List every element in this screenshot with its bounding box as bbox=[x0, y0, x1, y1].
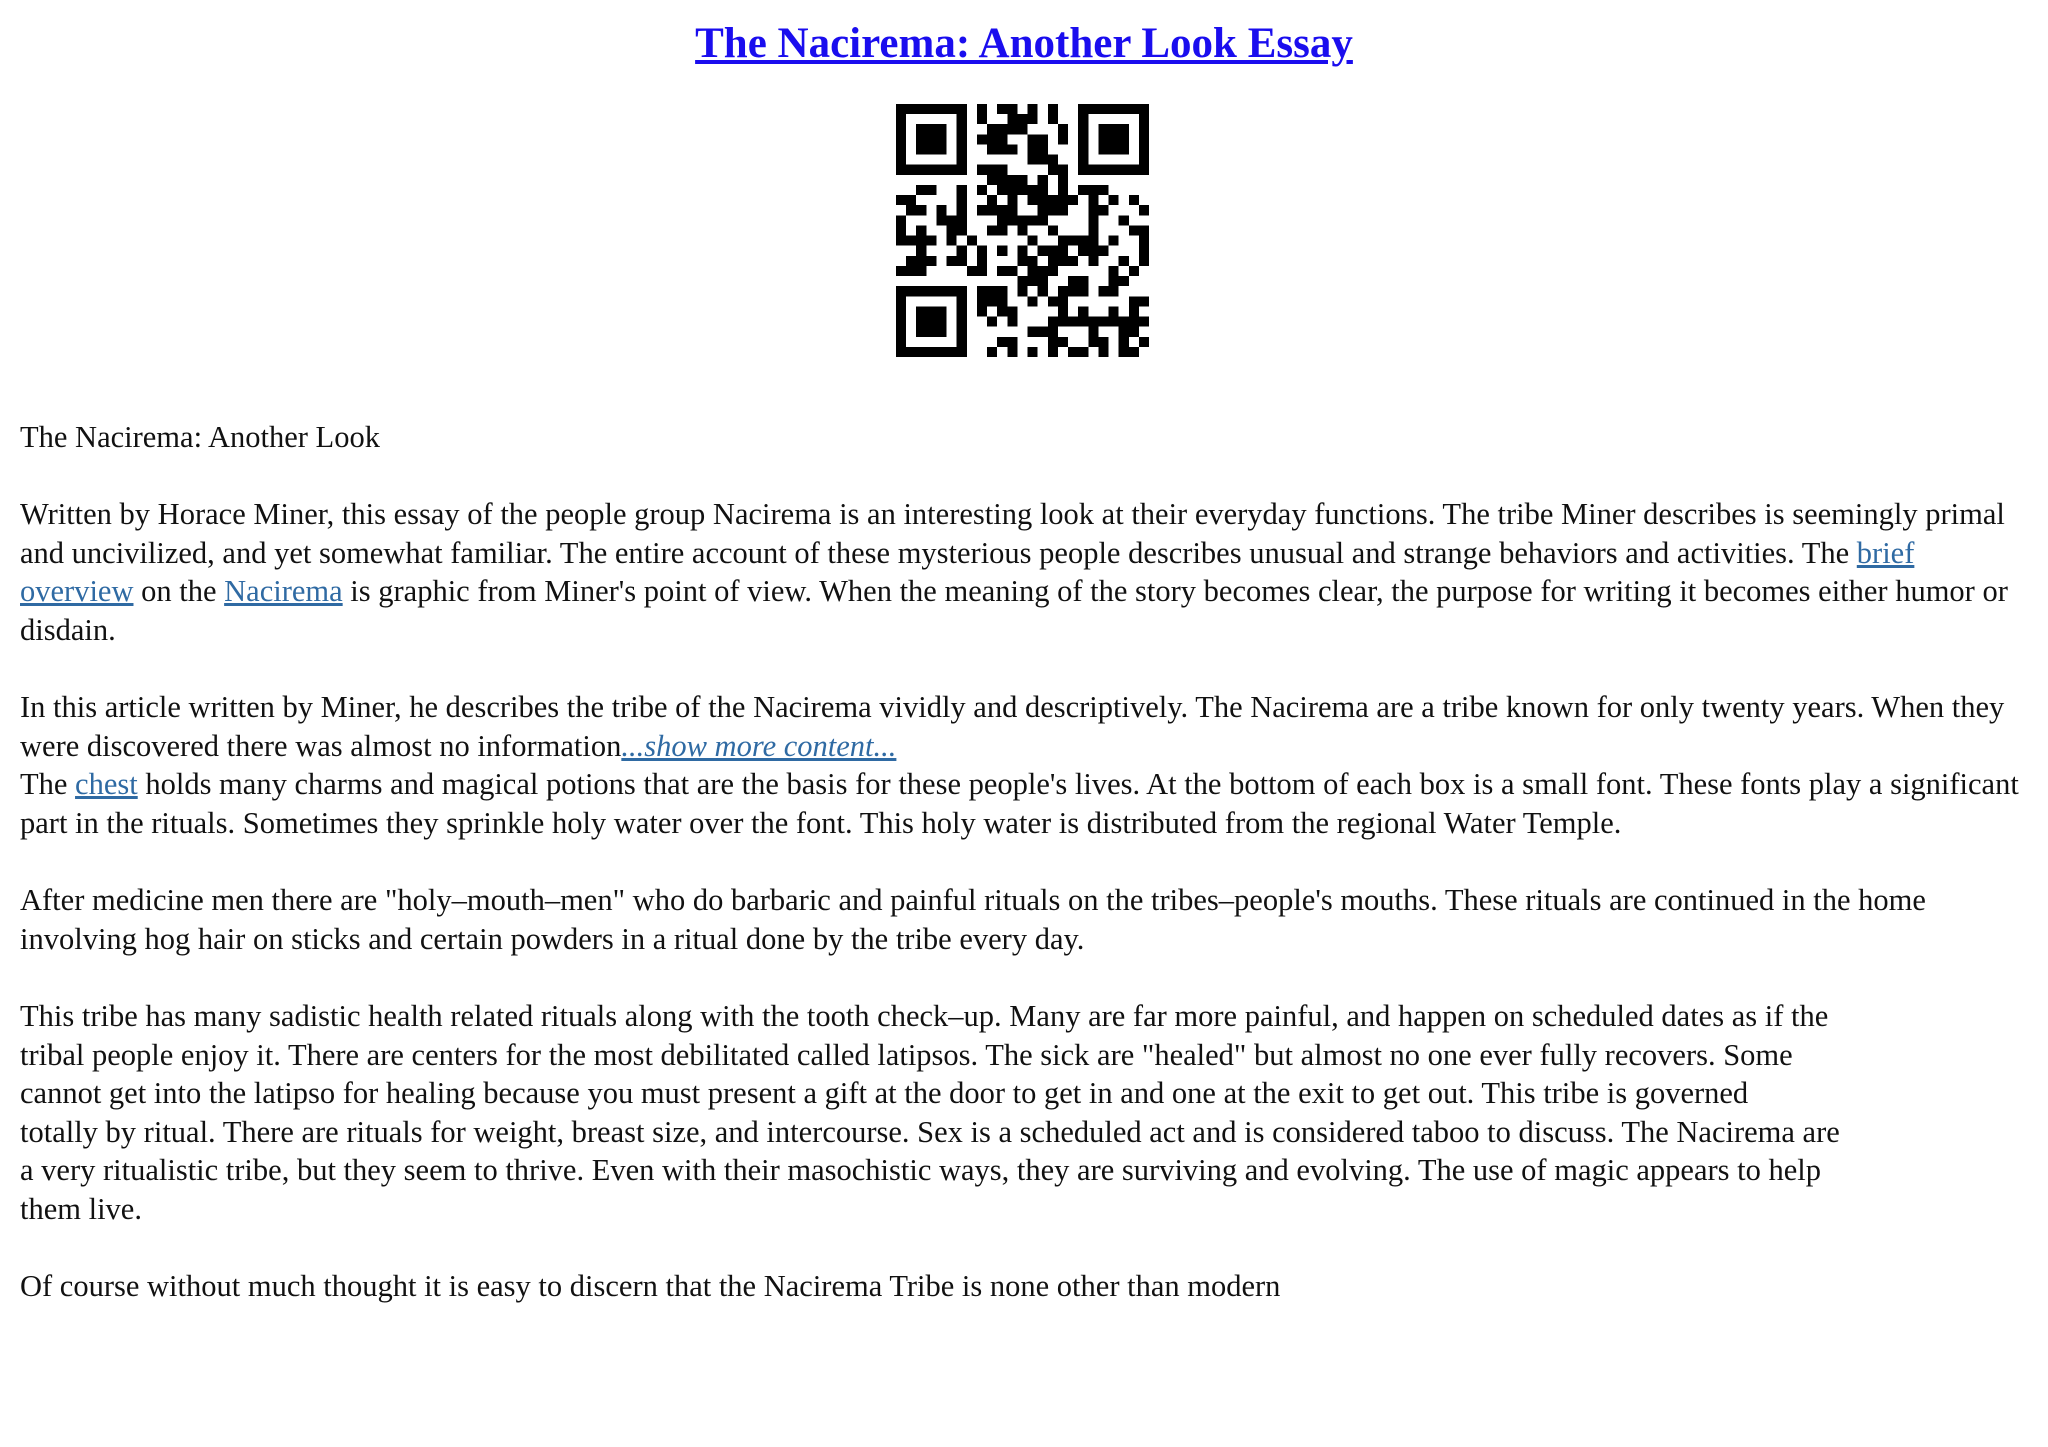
nacirema-link[interactable]: Nacirema bbox=[224, 574, 343, 609]
text-line: cannot get into the latipso for healing because you must present a gift at the door to get in and one at the exit to get out. This tribe is governed bbox=[20, 1076, 1749, 1111]
qr-code bbox=[896, 104, 1149, 357]
essay-body bbox=[20, 418, 2030, 1344]
text-line: tribal people enjoy it. There are centers for the most debilitated called latipsos. The sick are "healed" but almost no one ever fully recovers. Some bbox=[20, 1037, 1793, 1072]
paragraph-article: In this article written by Miner, he describes the tribe of the Nacirema vividly and descriptively. The Nacirema are a tribe known for only twenty years. When they were discovered there was almost no information...show more content... bbox=[20, 690, 2005, 763]
essay-subtitle: The Nacirema: Another Look bbox=[20, 420, 380, 454]
text-line: them live. bbox=[20, 1191, 142, 1226]
paragraph-conclusion: Of course without much thought it is easy to discern that the Nacirema Tribe is none other than modern bbox=[20, 1269, 1281, 1304]
page-title bbox=[0, 16, 2048, 72]
text-line: totally by ritual. There are rituals for weight, breast size, and intercourse. Sex is a scheduled act and is considered taboo to discuss. The Nacirema are bbox=[20, 1114, 1840, 1149]
paragraph-rituals bbox=[20, 997, 2030, 1229]
paragraph-chest: The chest holds many charms and magical potions that are the basis for these people's lives. At the bottom of each box is a small font. These fonts play a significant part in the rituals. Sometimes they sprinkle holy water over the font. This holy water is distributed from the regional Water Temple. bbox=[20, 767, 2019, 840]
chest-link[interactable]: chest bbox=[75, 767, 138, 802]
paragraph-intro: Written by Horace Miner, this essay of the people group Nacirema is an interesting look at their everyday functions. The tribe Miner describes is seemingly primal and uncivilized, and yet somewhat familiar. The entire account of these mysterious people describes unusual and strange behaviors and activities. The brief overview on the Nacirema is graphic from Miner's point of view. When the meaning of the story becomes clear, the purpose for writing it becomes either humor or disdain. bbox=[20, 497, 2008, 647]
paragraph-holy-mouth-men: After medicine men there are "holy–mouth–men" who do barbaric and painful rituals on the tribes–people's mouths. These rituals are continued in the home involving hog hair on sticks and certain powders in a ritual done by the tribe every day. bbox=[20, 883, 1926, 956]
brief-overview-link[interactable]: brief overview bbox=[20, 535, 1915, 609]
title-link[interactable]: The Nacirema: Another Look Essay bbox=[695, 20, 1353, 67]
text-line: a very ritualistic tribe, but they seem to thrive. Even with their masochistic ways, they are surviving and evolving. The use of magic appears to help bbox=[20, 1153, 1821, 1188]
show-more-content-link[interactable]: ...show more content... bbox=[621, 728, 897, 763]
text-line: This tribe has many sadistic health related rituals along with the tooth check–up. Many are far more painful, and happen on scheduled dates as if the bbox=[20, 998, 1829, 1033]
